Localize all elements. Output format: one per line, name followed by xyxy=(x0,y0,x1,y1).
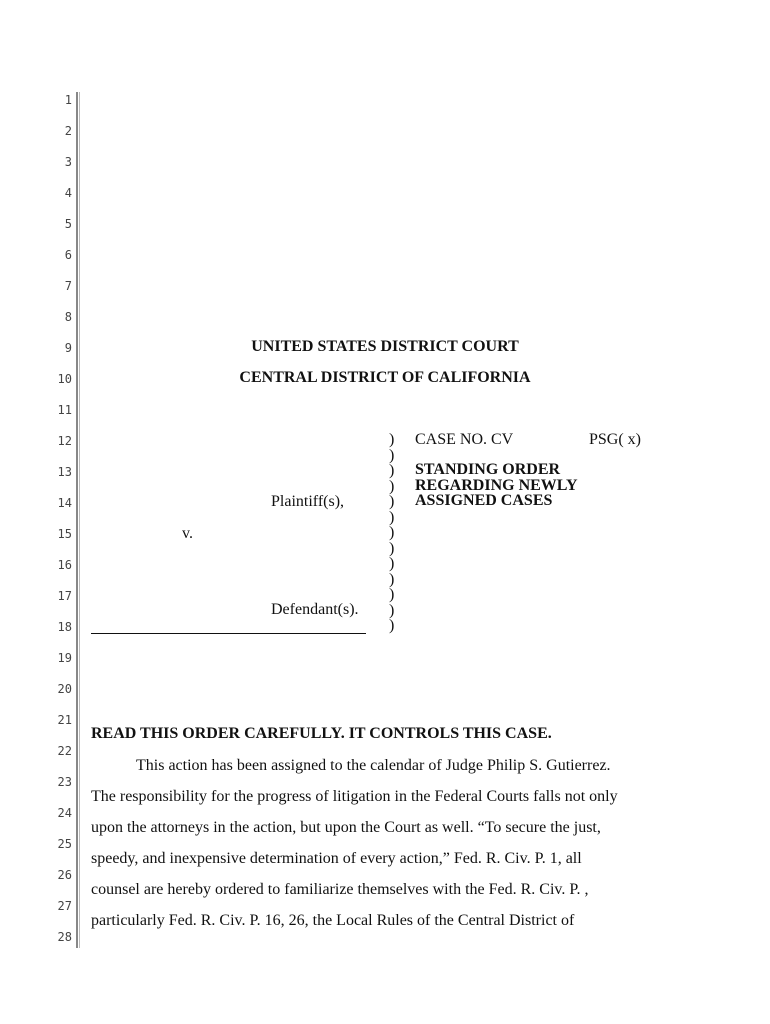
caption-paren-column xyxy=(389,432,394,634)
line-number: 28 xyxy=(57,930,72,944)
line-number: 9 xyxy=(64,341,72,355)
body-line: This action has been assigned to the calendar of Judge Philip S. Gutierrez. xyxy=(136,757,611,774)
paren: ) xyxy=(389,462,395,479)
plaintiff-label: Plaintiff(s), xyxy=(271,493,345,510)
line-number: 24 xyxy=(57,806,72,820)
body-line: upon the attorneys in the action, but upon the Court as well. “To secure the just, xyxy=(91,819,601,836)
line-number: 10 xyxy=(57,372,72,386)
line-number: 5 xyxy=(64,217,72,231)
line-number: 17 xyxy=(57,589,72,603)
court-name: UNITED STATES DISTRICT COURT xyxy=(251,338,519,355)
line-number: 20 xyxy=(57,682,72,696)
paren: ) xyxy=(389,539,395,557)
defendant-label: Defendant(s). xyxy=(271,601,359,618)
order-title xyxy=(415,462,578,509)
body-line: speedy, and inexpensive determination of every action,” Fed. R. Civ. P. 1, all xyxy=(91,850,582,867)
line-number: 16 xyxy=(57,558,72,572)
body-line: The responsibility for the progress of litigation in the Federal Courts falls not only xyxy=(91,788,618,805)
case-number-label: CASE NO. CV xyxy=(415,431,514,448)
paren: ) xyxy=(389,477,395,495)
paren: ) xyxy=(389,493,395,510)
paren: ) xyxy=(389,555,395,572)
line-number: 14 xyxy=(57,496,72,510)
line-number: 23 xyxy=(57,775,72,789)
paren: ) xyxy=(389,431,395,448)
line-number: 21 xyxy=(57,713,72,727)
paren: ) xyxy=(389,601,395,619)
order-title-line: REGARDING NEWLY xyxy=(415,476,578,494)
line-number: 2 xyxy=(64,124,72,138)
line-number: 18 xyxy=(57,620,72,634)
caption-signature-line xyxy=(91,633,366,634)
order-title-line: ASSIGNED CASES xyxy=(415,492,553,509)
line-number: 7 xyxy=(64,279,72,293)
line-number: 22 xyxy=(57,744,72,758)
paren: ) xyxy=(389,446,395,464)
line-number: 12 xyxy=(57,434,72,448)
line-number: 4 xyxy=(64,186,72,200)
paren: ) xyxy=(389,508,395,526)
line-number: 8 xyxy=(64,310,72,324)
judge-initials: PSG( x) xyxy=(589,431,642,448)
order-title-line: STANDING ORDER xyxy=(415,461,561,478)
margin-rule-inner xyxy=(79,92,80,948)
district-name: CENTRAL DISTRICT OF CALIFORNIA xyxy=(239,369,531,386)
body-line: counsel are hereby ordered to familiarize themselves with the Fed. R. Civ. P. , xyxy=(91,881,589,898)
line-number: 1 xyxy=(64,93,72,107)
line-number: 19 xyxy=(57,651,72,665)
line-number: 25 xyxy=(57,837,72,851)
paren: ) xyxy=(389,524,395,541)
line-number: 26 xyxy=(57,868,72,882)
paren: ) xyxy=(389,586,395,603)
line-number: 13 xyxy=(57,465,72,479)
margin-rule xyxy=(76,92,78,948)
order-heading: READ THIS ORDER CAREFULLY. IT CONTROLS THIS CASE. xyxy=(91,725,552,742)
line-number: 27 xyxy=(57,899,72,913)
versus-label: v. xyxy=(182,525,193,542)
line-number: 11 xyxy=(57,403,72,417)
body-line: particularly Fed. R. Civ. P. 16, 26, the Local Rules of the Central District of xyxy=(91,912,575,929)
line-number: 6 xyxy=(64,248,72,262)
paren: ) xyxy=(389,570,395,588)
paren: ) xyxy=(389,617,395,634)
line-number: 3 xyxy=(64,155,72,169)
line-number: 15 xyxy=(57,527,72,541)
